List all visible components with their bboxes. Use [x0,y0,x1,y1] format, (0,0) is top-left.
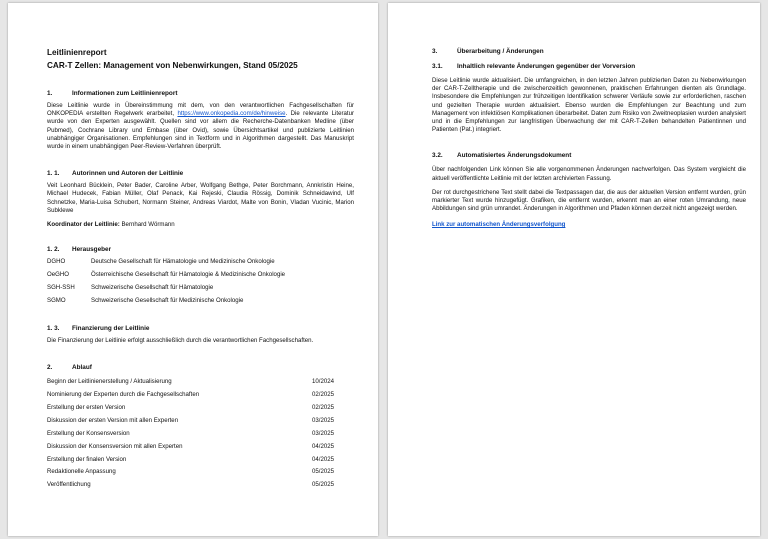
schedule-date: 02/2025 [312,404,335,412]
document-page-2 [388,3,760,536]
section-title: Herausgeber [72,246,112,254]
auto-change-text-1: Über nachfolgenden Link können Sie alle vorgenommenen Änderungen nachverfolgen. Das System vergleicht die aktuell veröffentlichte Leitlinie mit der letzten archivierten Fassung. [432,166,746,182]
table-row [47,443,354,456]
table-row [47,378,354,391]
table-row [47,258,354,271]
publisher-abbr: OeGHO [47,271,70,279]
section-heading-2 [47,363,354,372]
section-number: 1. [47,90,53,97]
publisher-abbr: SGH-SSH [47,284,75,292]
section-number: 1. 2. [47,246,60,254]
table-row [47,481,354,494]
onkopedia-link[interactable]: https://www.onkopedia.com/de/hinweise [177,110,286,118]
schedule-table [47,378,354,494]
table-row [47,284,354,297]
schedule-date: 02/2025 [312,391,335,399]
schedule-date: 05/2025 [312,481,335,489]
authors-list: Veit Leonhard Bücklein, Peter Bader, Caroline Arber, Wolfgang Bethge, Peter Borchmann, Annkristin Heine, Michael Hudecek, Fabian Müller, Olaf Penack, Kai Rejeski, Claudia Rössig, Dominik Schneidawind, Ulf Schnetzke, Maria-Luisa Schubert, Normann Steiner, Andreas Viardot, Malte von Bonin, Vladan Vucinic, Marion Subklewe [47,182,354,214]
table-row [47,468,354,481]
section-title: Inhaltlich relevante Änderungen gegenüber der Vorversion [457,63,636,70]
funding-text: Die Finanzierung der Leitlinie erfolgt ausschließlich durch die verantwortlichen Fachgesellschaften. [47,337,314,345]
section-heading-1-1 [47,169,354,178]
changes-text: Diese Leitlinie wurde aktualisiert. Die umfangreichen, in den letzten Jahren publizierten Daten zu Nebenwirkungen der CAR-T-Zelltherapie und die zwischenzeitlich gewonnenen, praktischen Erfahrungen dienten als Grundlage. Insbesondere die Empfehlungen zur frühzeitigen Identifikation schwerer Verläufe sowie zur erforderlichen, raschen und gezielten Therapie wurden aktualisiert. Ebenso wurden die Empfehlungen zur Beachtung und zum Management von infektiösen Komplikationen überarbeitet. Daten zum Risiko von Zweitneoplasien wurden analysiert und in die Empfehlungen zur langfristigen Überwachung der mit CAR-T-Zellen behandelten Patientinnen und Patienten (Pat.) integriert. [432,77,746,134]
coordinator-label: Koordinator der Leitlinie: [47,221,120,229]
schedule-date: 10/2024 [312,378,335,386]
section-title: Ablauf [72,364,92,372]
schedule-date: 05/2025 [312,468,335,476]
publisher-name: Schweizerische Gesellschaft für Hämatologie [91,284,214,292]
schedule-step: Erstellung der ersten Version [47,404,126,412]
section-title: Automatisiertes Änderungsdokument [457,152,572,160]
publisher-name: Österreichische Gesellschaft für Hämatologie & Medizinische Onkologie [91,271,286,279]
table-row [47,430,354,443]
section-number: 3. [432,48,438,55]
table-row [47,417,354,430]
section-heading-3-2 [432,151,746,160]
publisher-name: Deutsche Gesellschaft für Hämatologie und Medizinische Onkologie [91,258,275,266]
section-heading-1 [47,89,354,98]
schedule-step: Erstellung der Konsensversion [47,429,130,437]
schedule-step: Diskussion der ersten Version mit allen Experten [47,416,179,424]
schedule-step: Beginn der Leitlinienerstellung / Aktualisierung [47,378,172,386]
schedule-step: Erstellung der finalen Version [47,455,127,463]
auto-change-text-2: Der rot durchgestrichene Text stellt dabei die Textpassagen dar, die aus der aktuellen Version entfernt wurden, grün markierter Text wurde hinzugefügt. Grafiken, die entfernt wurden, erkennt man an einer roten Umrandung, neue Abbildungen sind grün umrandet. Änderungen in Algorithmen und Pfaden können derzeit nicht angezeigt werden. [432,188,746,213]
section-number: 3.2. [432,152,443,160]
section-title: Informationen zum Leitlinienreport [72,90,178,97]
change-tracking-link[interactable]: Link zur automatischen Änderungsverfolgung [432,221,566,229]
section-number: 2. [47,364,53,372]
coordinator-name: Bernhard Wörmann [119,221,175,229]
schedule-date: 04/2025 [312,455,335,463]
section-title: Überarbeitung / Änderungen [457,48,544,55]
schedule-step: Diskussion der Konsensversion mit allen Experten [47,442,183,450]
table-row [47,297,354,310]
schedule-date: 03/2025 [312,429,335,437]
publisher-table [47,258,354,310]
coordinator-line [47,221,354,229]
publisher-abbr: DGHO [47,258,66,266]
section-number: 1. 3. [47,325,60,333]
table-row [47,391,354,404]
schedule-date: 04/2025 [312,442,335,450]
section-number: 1. 1. [47,170,60,178]
publisher-abbr: SGMO [47,297,66,305]
section-number: 3.1. [432,63,443,70]
text-part: Diese Leitlinie wurde in Übereinstimmung mit dem, von den verantwortlichen Fachgesellschaften für ONKOPEDIA erstellten Regelwerk erarbeitet, [47,102,354,118]
publisher-name: Schweizerische Gesellschaft für Medizinische Onkologie [91,297,244,305]
section-heading-1-2 [47,245,354,254]
schedule-step: Nominierung der Experten durch die Fachgesellschaften [47,391,200,399]
section-title: Finanzierung der Leitlinie [72,325,150,333]
section-heading-3-1 [432,62,746,71]
section-1-text [47,102,354,151]
section-title: Autorinnen und Autoren der Leitlinie [72,170,184,178]
document-page-1 [8,3,378,536]
section-heading-3 [432,47,746,56]
schedule-step: Redaktionelle Anpassung [47,468,116,476]
table-row [47,456,354,469]
table-row [47,404,354,417]
table-row [47,271,354,284]
report-title: Leitlinienreport [47,48,107,57]
schedule-date: 03/2025 [312,416,335,424]
report-subtitle: CAR-T Zellen: Management von Nebenwirkungen, Stand 05/2025 [47,61,298,70]
text-part: . Die relevante Literatur wurde von den Experten ausgewählt. Quellen sind vor allem die Recherche-Datenbanken Medline (über Pubmed), Cochrane Library und Embase (über Ovid), sowie Übersichtsartikel und publizierte Leitlinien unabhängiger Organisationen. Empfehlungen sind in Textform und in Algorithmen dargestellt. Das Manuskript wurde in einem unabhängigen Peer-Review-Verfahren überprüft. [47,110,354,151]
section-heading-1-3 [47,324,354,333]
schedule-step: Veröffentlichung [47,481,91,489]
